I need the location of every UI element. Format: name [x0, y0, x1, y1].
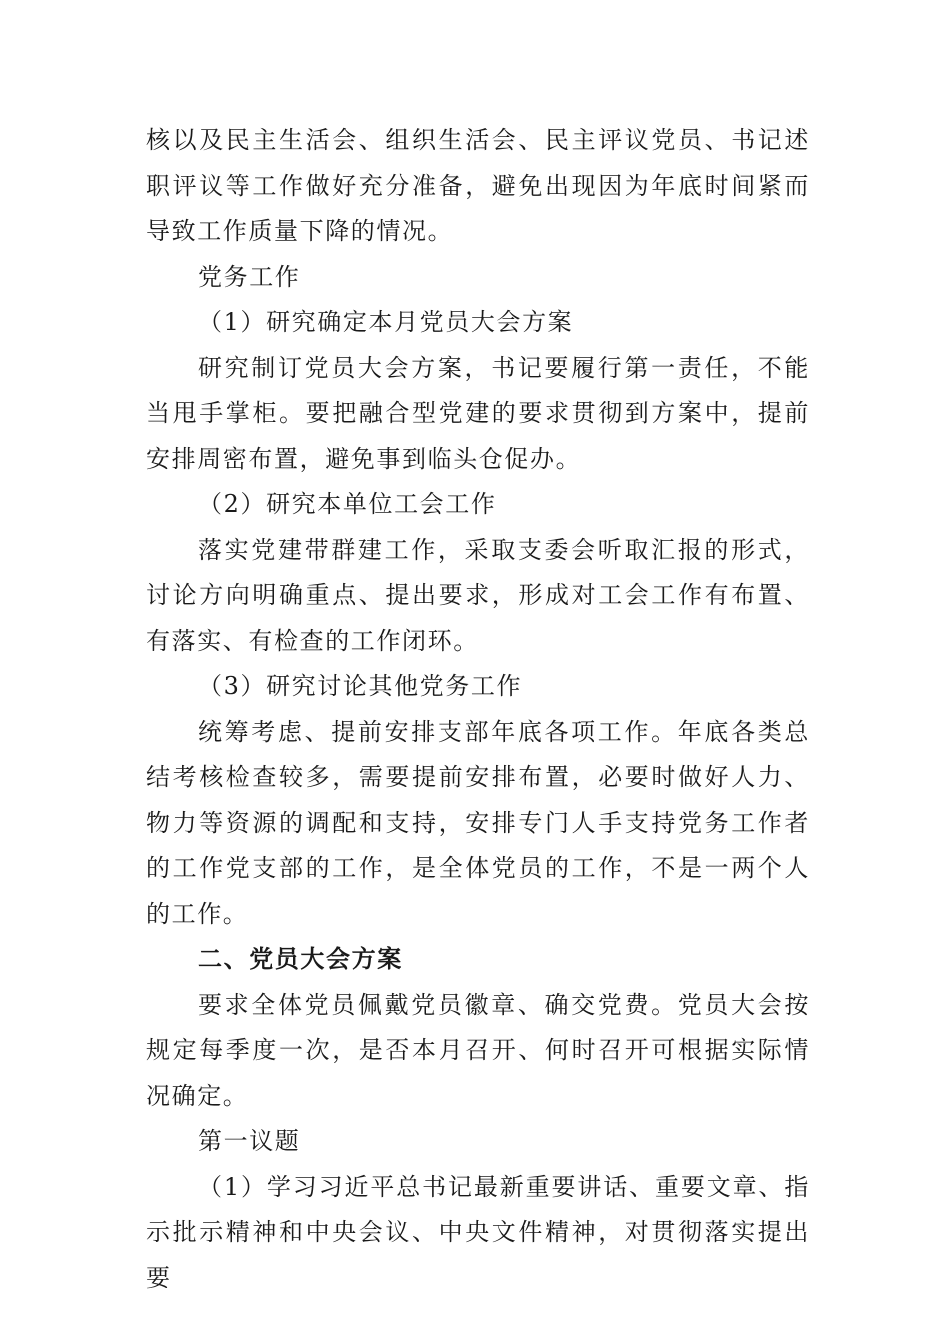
paragraph-first-topic-item-1: （1）学习习近平总书记最新重要讲话、重要文章、指示批示精神和中央会议、中央文件精神，对贯彻落实提出要 — [146, 1172, 810, 1292]
section-heading-member-meeting: 二、党员大会方案 — [198, 945, 403, 973]
subheading-item-1: （1）研究确定本月党员大会方案 — [198, 308, 574, 336]
subheading-party-affairs: 党务工作 — [198, 262, 301, 291]
subheading-item-2: （2）研究本单位工会工作 — [198, 490, 497, 518]
paragraph-other-affairs: 统筹考虑、提前安排支部年底各项工作。年底各类总结考核检查较多，需要提前安排布置，必要时做好人力、物力等资源的调配和支持，安排专门人手支持党务工作者的工作党支部的工作，是全体党员的工作，不是一两个人的工作。 — [146, 717, 810, 928]
paragraph-continuation: 核以及民主生活会、组织生活会、民主评议党员、书记述职评议等工作做好充分准备，避免出现因为年底时间紧而导致工作质量下降的情况。 — [146, 126, 810, 245]
subheading-item-3: （3）研究讨论其他党务工作 — [198, 672, 523, 700]
paragraph-member-requirements: 要求全体党员佩戴党员徽章、确交党费。党员大会按规定每季度一次，是否本月召开、何时召开可根据实际情况确定。 — [146, 990, 810, 1110]
document-body — [146, 118, 810, 1301]
paragraph-union-work: 落实党建带群建工作，采取支委会听取汇报的形式，讨论方向明确重点、提出要求，形成对工会工作有布置、有落实、有检查的工作闭环。 — [146, 535, 810, 655]
paragraph-meeting-plan: 研究制订党员大会方案，书记要履行第一责任，不能当甩手掌柜。要把融合型党建的要求贯彻到方案中，提前安排周密布置，避免事到临头仓促办。 — [146, 353, 810, 473]
subheading-first-topic: 第一议题 — [198, 1127, 301, 1155]
